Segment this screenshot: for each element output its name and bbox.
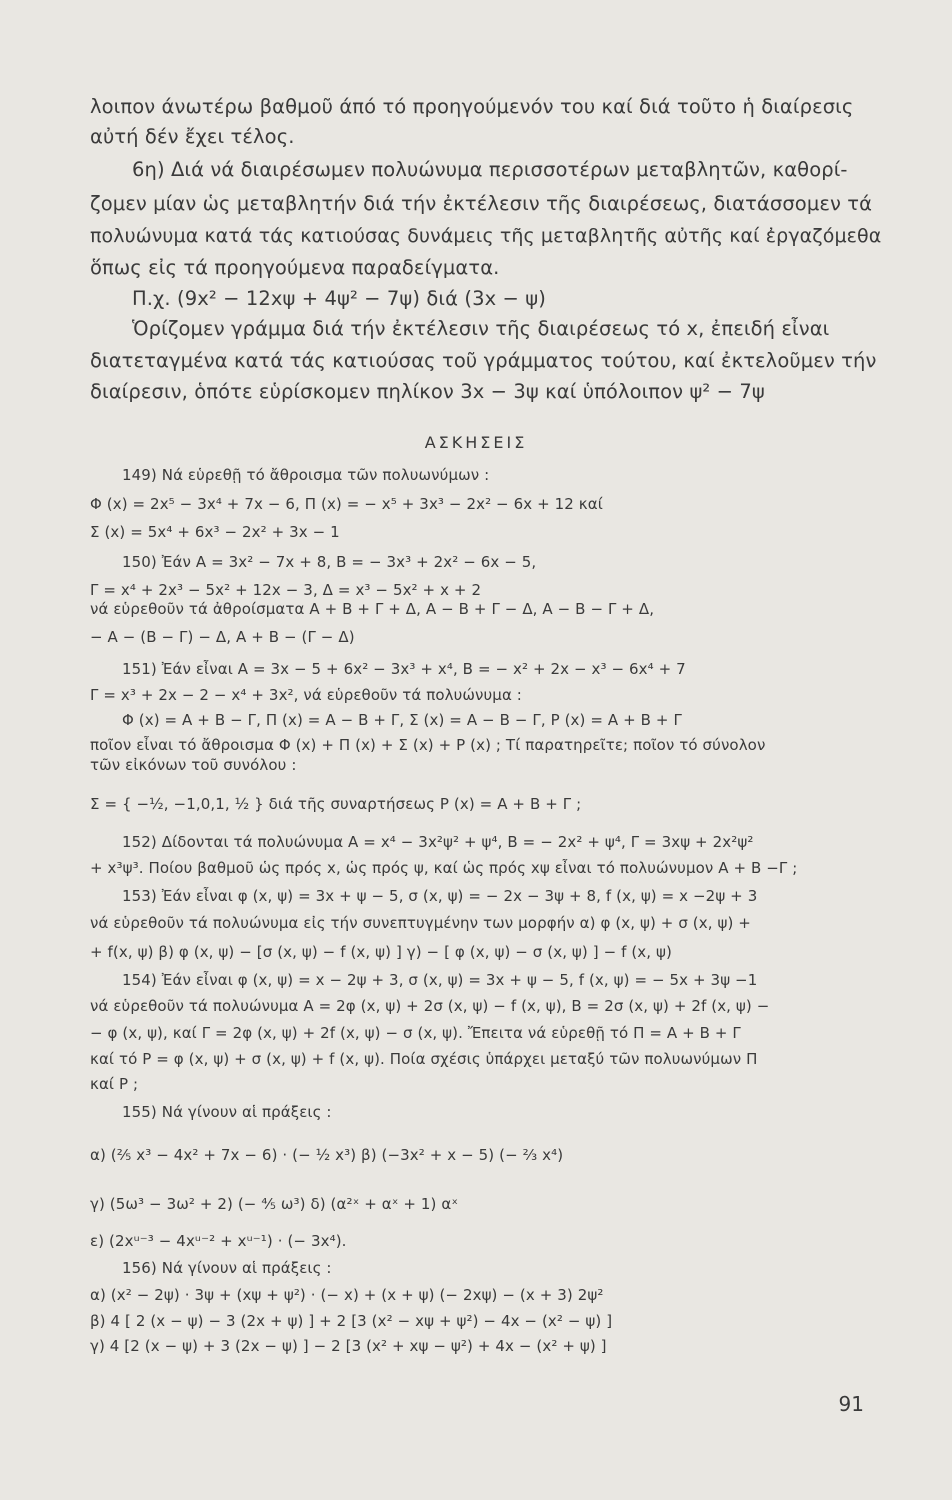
exercise-line: 152) Δίδονται τά πολυώνυμα Α = x⁴ − 3x²ψ² + ψ⁴, Β = − 2x² + ψ⁴, Γ = 3xψ + 2x²ψ² — [122, 833, 754, 851]
text-line: αὐτή δέν ἔχει τέλος. — [90, 125, 295, 148]
text-line: διατεταγμένα κατά τάς κατιούσας τοῦ γράμματος τούτου, καί ἐκτελοῦμεν τήν — [90, 349, 877, 372]
exercise-line: γ) (5ω³ − 3ω² + 2) (− ⅘ ω³) δ) (α²ˣ + αˣ + 1) αˣ — [90, 1195, 459, 1213]
exercise-line: τῶν εἰκόνων τοῦ συνόλου : — [90, 756, 297, 774]
exercise-line: 151) Ἐάν εἶναι Α = 3x − 5 + 6x² − 3x³ + x⁴, Β = − x² + 2x − x³ − 6x⁴ + 7 — [122, 660, 686, 678]
exercise-line: ποῖον εἶναι τό ἄθροισμα Φ (x) + Π (x) + Σ (x) + Ρ (x) ; Τί παρατηρεῖτε; ποῖον τό σύνολον — [90, 736, 766, 754]
exercise-line: + x³ψ³. Ποίου βαθμοῦ ὡς πρός x, ὡς πρός ψ, καί ὡς πρός xψ εἶναι τό πολυώνυμον Α + Β −Γ ; — [90, 859, 798, 877]
text-line: Π.χ. (9x² − 12xψ + 4ψ² − 7ψ) διά (3x − ψ) — [132, 287, 546, 310]
text-line: ζομεν μίαν ὡς μεταβλητήν διά τήν ἐκτέλεσιν τῆς διαιρέσεως, διατάσσομεν τά — [90, 192, 873, 215]
text-line: πολυώνυμα κατά τάς κατιούσας δυνάμεις τῆς μεταβλητῆς αὐτῆς καί ἐργαζόμεθα — [90, 225, 882, 247]
exercise-line: β) 4 [ 2 (x − ψ) − 3 (2x + ψ) ] + 2 [3 (x² − xψ + ψ²) − 4x − (x² − ψ) ] — [90, 1312, 613, 1330]
exercise-line: Φ (x) = 2x⁵ − 3x⁴ + 7x − 6, Π (x) = − x⁵ + 3x³ − 2x² − 6x + 12 καί — [90, 495, 603, 513]
page-number: 91 — [838, 1392, 864, 1416]
exercise-line: Σ = { −½, −1,0,1, ½ } διά τῆς συναρτήσεως Ρ (x) = Α + Β + Γ ; — [90, 795, 582, 813]
text-line: ὅπως εἰς τά προηγούμενα παραδείγματα. — [90, 256, 500, 279]
text-line: Ὁρίζομεν γράμμα διά τήν ἐκτέλεσιν τῆς διαιρέσεως τό x, ἐπειδή εἶναι — [132, 317, 830, 340]
text-line: λοιπον άνωτέρω βαθμοῦ άπό τό προηγούμενόν του καί διά τοῦτο ἡ διαίρεσις — [90, 95, 854, 118]
exercise-line: 155) Νά γίνουν αἱ πράξεις : — [122, 1103, 332, 1121]
text-line: διαίρεσιν, ὁπότε εὑρίσκομεν πηλίκον 3x − 3ψ καί ὑπόλοιπον ψ² − 7ψ — [90, 380, 765, 403]
exercise-line: ε) (2xᵘ⁻³ − 4xᵘ⁻² + xᵘ⁻¹) · (− 3x⁴). — [90, 1232, 347, 1250]
exercise-line: νά εὑρεθοῦν τά πολυώνυμα εἰς τήν συνεπτυγμένην των μορφήν α) φ (x, ψ) + σ (x, ψ) + — [90, 914, 751, 932]
exercise-line: α) (⅖ x³ − 4x² + 7x − 6) · (− ½ x³) β) (−3x² + x − 5) (− ⅔ x⁴) — [90, 1146, 564, 1164]
exercise-line: + f(x, ψ) β) φ (x, ψ) − [σ (x, ψ) − f (x, ψ) ] γ) − [ φ (x, ψ) − σ (x, ψ) ] − f (x, ψ) — [90, 943, 672, 961]
exercise-line: − Α − (Β − Γ) − Δ, Α + Β − (Γ − Δ) — [90, 628, 355, 646]
exercise-line: καί Ρ ; — [90, 1075, 139, 1093]
exercise-line: Γ = x⁴ + 2x³ − 5x² + 12x − 3, Δ = x³ − 5x² + x + 2 — [90, 581, 482, 599]
text-line: 6η) Διά νά διαιρέσωμεν πολυώνυμα περισσοτέρων μεταβλητῶν, καθορί- — [132, 158, 848, 181]
exercise-line: Γ = x³ + 2x − 2 − x⁴ + 3x², νά εὑρεθοῦν τά πολυώνυμα : — [90, 686, 522, 704]
exercise-line: 150) Ἐάν Α = 3x² − 7x + 8, Β = − 3x³ + 2x² − 6x − 5, — [122, 553, 537, 571]
exercise-line: Φ (x) = Α + Β − Γ, Π (x) = Α − Β + Γ, Σ (x) = Α − Β − Γ, Ρ (x) = Α + Β + Γ — [122, 711, 682, 729]
exercise-line: νά εὑρεθοῦν τά πολυώνυμα Α = 2φ (x, ψ) + 2σ (x, ψ) − f (x, ψ), Β = 2σ (x, ψ) + 2f (x, ψ) − — [90, 997, 770, 1015]
exercise-line: α) (x² − 2ψ) · 3ψ + (xψ + ψ²) · (− x) + (x + ψ) (− 2xψ) − (x + 3) 2ψ² — [90, 1286, 604, 1304]
exercise-line: 153) Ἐάν εἶναι φ (x, ψ) = 3x + ψ − 5, σ (x, ψ) = − 2x − 3ψ + 8, f (x, ψ) = x −2ψ + 3 — [122, 887, 758, 905]
section-heading: ΑΣΚΗΣΕΙΣ — [424, 433, 528, 452]
exercise-line: γ) 4 [2 (x − ψ) + 3 (2x − ψ) ] − 2 [3 (x² + xψ − ψ²) + 4x − (x² + ψ) ] — [90, 1337, 607, 1355]
exercise-line: − φ (x, ψ), καί Γ = 2φ (x, ψ) + 2f (x, ψ) − σ (x, ψ). Ἔπειτα νά εὑρεθῇ τό Π = Α + Β + Γ — [90, 1024, 741, 1042]
exercise-line: καί τό Ρ = φ (x, ψ) + σ (x, ψ) + f (x, ψ). Ποία σχέσις ὑπάρχει μεταξύ τῶν πολυωνύμων Π — [90, 1050, 758, 1068]
exercise-line: Σ (x) = 5x⁴ + 6x³ − 2x² + 3x − 1 — [90, 523, 340, 541]
exercise-line: νά εὑρεθοῦν τά ἀθροίσματα Α + Β + Γ + Δ, Α − Β + Γ − Δ, Α − Β − Γ + Δ, — [90, 600, 655, 618]
exercise-line: 156) Νά γίνουν αἱ πράξεις : — [122, 1259, 332, 1277]
exercise-line: 149) Νά εὑρεθῇ τό ἄθροισμα τῶν πολυωνύμων : — [122, 466, 490, 484]
exercise-line: 154) Ἐάν εἶναι φ (x, ψ) = x − 2ψ + 3, σ (x, ψ) = 3x + ψ − 5, f (x, ψ) = − 5x + 3ψ −1 — [122, 971, 758, 989]
